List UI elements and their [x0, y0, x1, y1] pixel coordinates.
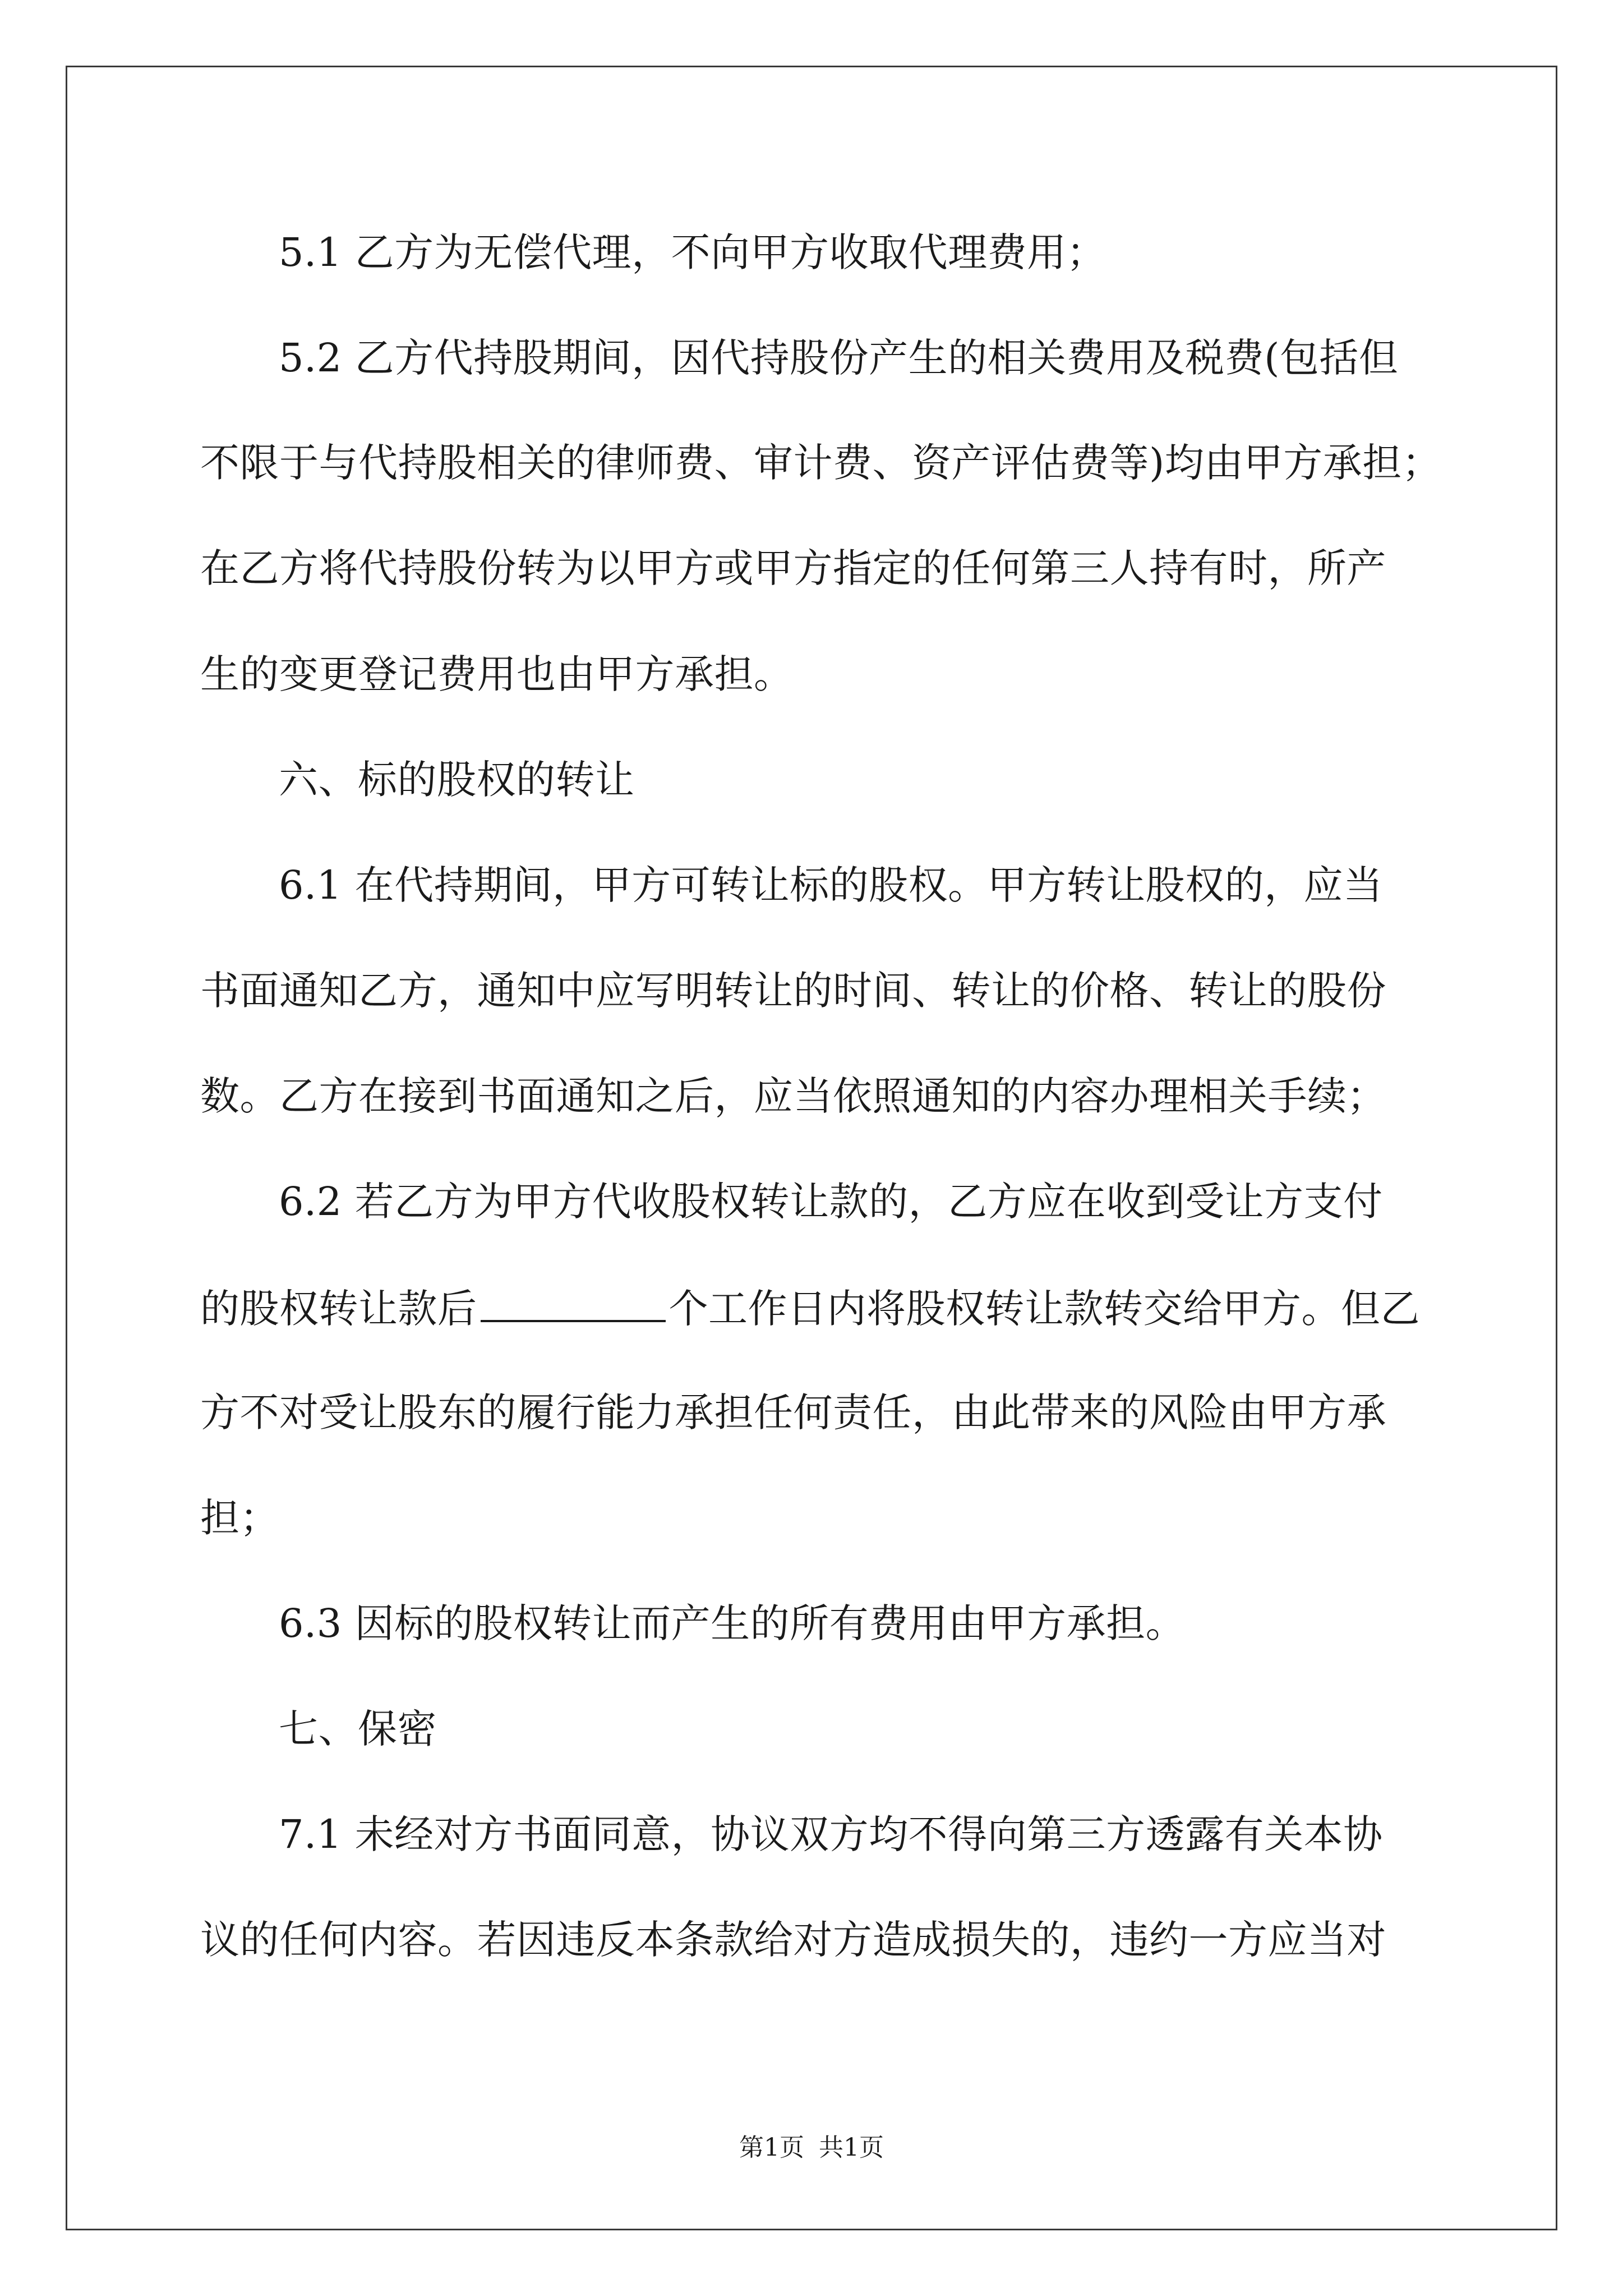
page-border	[66, 66, 1557, 2230]
paragraph-6-2-line-4: 担；	[200, 1495, 279, 1541]
paragraph-6-1-line-2: 书面通知乙方，通知中应写明转让的时间、转让的价格、转让的股份	[200, 968, 1386, 1014]
paragraph-7-1-line-1: 7.1 未经对方书面同意，协议双方均不得向第三方透露有关本协	[279, 1811, 1383, 1857]
total-pages: 共1页	[819, 2133, 884, 2162]
paragraph-5-2-line-1: 5.2 乙方代持股期间，因代持股份产生的相关费用及税费(包括但	[279, 335, 1399, 381]
page-footer	[0, 2133, 1623, 2162]
paragraph-6-3: 6.3 因标的股权转让而产生的所有费用由甲方承担。	[279, 1600, 1186, 1646]
section-heading-6: 六、标的股权的转让	[279, 757, 635, 803]
paragraph-6-2-line-2-end: 个工作日内将股权转让款转交给甲方。但乙	[668, 1286, 1420, 1332]
paragraph-6-1-line-1: 6.1 在代持期间，甲方可转让标的股权。甲方转让股权的，应当	[279, 862, 1383, 908]
paragraph-7-1-line-2: 议的任何内容。若因违反本条款给对方造成损失的，违约一方应当对	[200, 1917, 1386, 1963]
paragraph-5-2-line-3: 在乙方将代持股份转为以甲方或甲方指定的任何第三人持有时，所产	[200, 545, 1386, 591]
paragraph-5-1: 5.1 乙方为无偿代理，不向甲方收取代理费用；	[279, 229, 1106, 275]
paragraph-6-1-line-3: 数。乙方在接到书面通知之后，应当依照通知的内容办理相关手续；	[200, 1073, 1386, 1119]
paragraph-6-2-line-2-start: 的股权转让款后	[200, 1286, 477, 1332]
paragraph-5-2-line-2: 不限于与代持股相关的律师费、审计费、资产评估费等)均由甲方承担；	[200, 440, 1442, 486]
paragraph-6-2-line-3: 方不对受让股东的履行能力承担任何责任，由此带来的风险由甲方承	[200, 1389, 1386, 1435]
fill-in-blank	[481, 1287, 666, 1322]
paragraph-5-2-line-4: 生的变更登记费用也由甲方承担。	[200, 651, 794, 697]
section-heading-7: 七、保密	[279, 1706, 437, 1752]
paragraph-6-2-line-2	[200, 1286, 1420, 1332]
paragraph-6-2-line-1: 6.2 若乙方为甲方代收股权转让款的，乙方应在收到受让方支付	[279, 1179, 1383, 1225]
page-number: 第1页	[739, 2133, 804, 2162]
